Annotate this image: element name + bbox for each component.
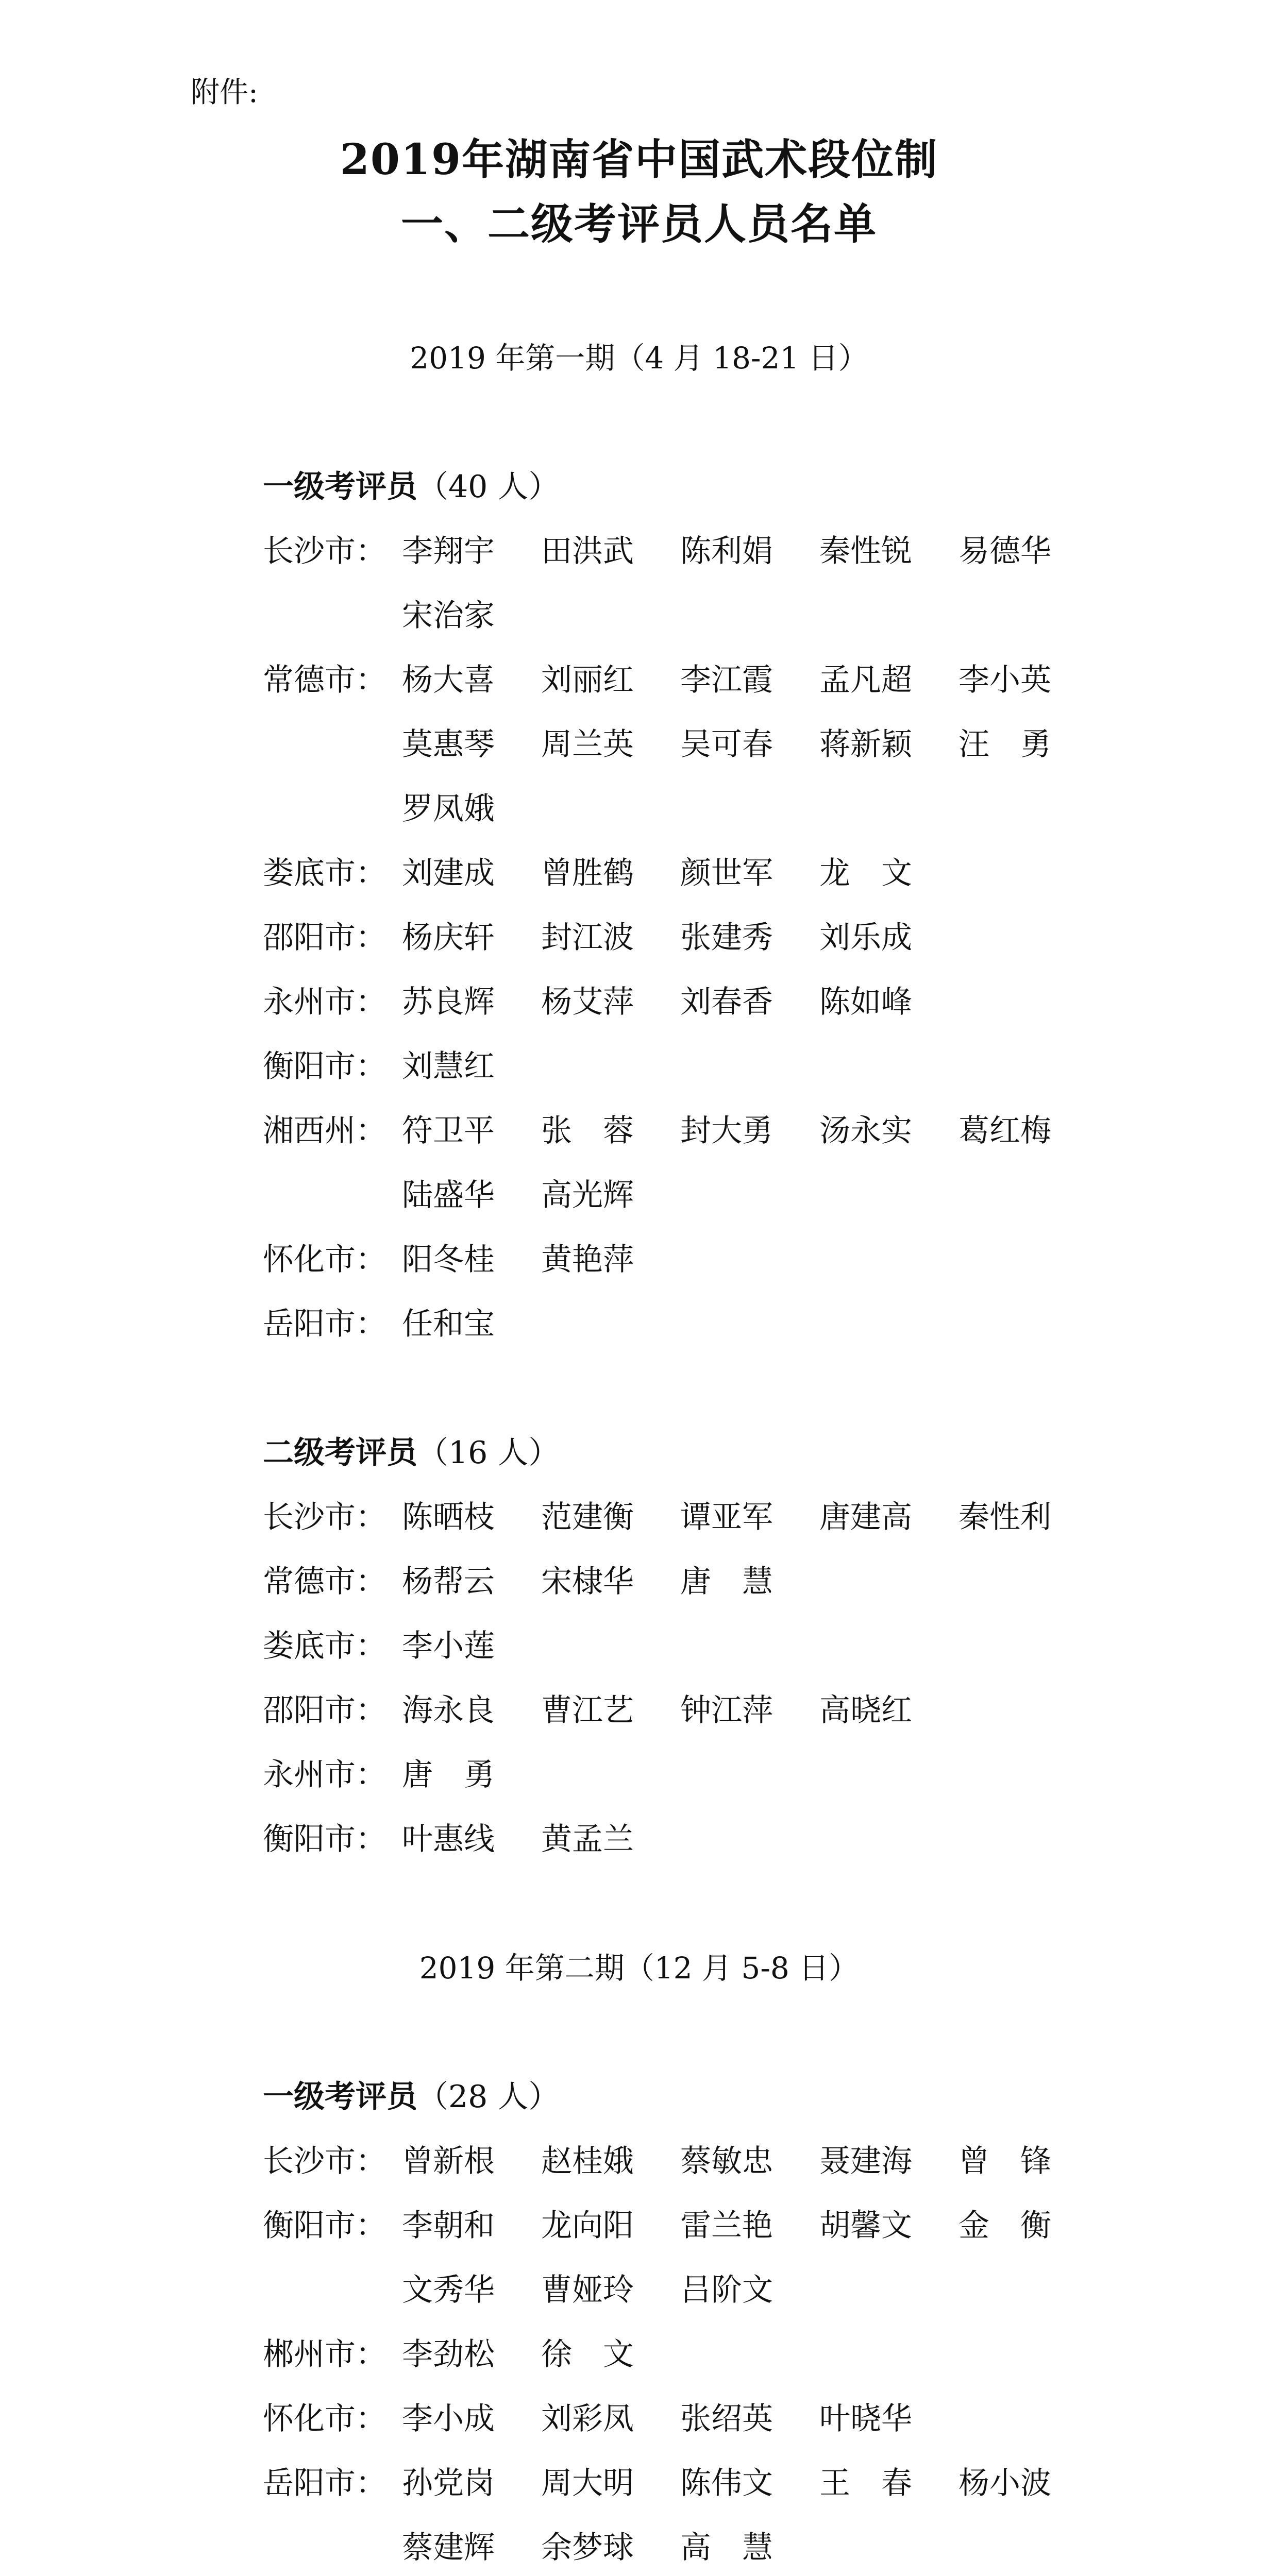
person-name: 叶惠线 <box>402 1821 495 1857</box>
city-label: 永州市： <box>263 984 386 1020</box>
list-row <box>263 2141 1087 2192</box>
person-name: 秦性锐 <box>819 533 912 569</box>
city-label: 娄底市： <box>263 1628 386 1664</box>
person-name: 唐建高 <box>819 1499 912 1535</box>
person-name: 罗凤娥 <box>402 791 495 827</box>
document-title-line-1: 2019年湖南省中国武术段位制 <box>340 135 938 184</box>
person-name: 刘春香 <box>680 984 773 1020</box>
person-name: 宋棣华 <box>541 1564 634 1600</box>
person-name: 李翔宇 <box>402 533 495 569</box>
person-name: 吴可春 <box>680 726 773 762</box>
list-row <box>263 2334 1087 2385</box>
list-row <box>263 1303 1087 1355</box>
person-name: 钟江萍 <box>680 1692 773 1728</box>
person-name: 葛红梅 <box>959 1113 1051 1149</box>
person-name: 李劲松 <box>402 2336 495 2372</box>
list-row <box>263 2463 1087 2514</box>
group-heading <box>263 2076 559 2117</box>
person-name: 周兰英 <box>541 726 634 762</box>
session-2-title: 2019 年第二期（12 月 5-8 日） <box>419 1951 859 1986</box>
person-name: 刘彩凤 <box>541 2401 634 2437</box>
person-name: 龙 文 <box>819 855 912 891</box>
person-name: 李小英 <box>959 662 1051 698</box>
person-name: 陈利娟 <box>680 533 773 569</box>
person-name: 胡馨文 <box>819 2208 912 2244</box>
city-label: 长沙市： <box>263 1499 386 1535</box>
city-label: 岳阳市： <box>263 2465 386 2501</box>
person-name: 聂建海 <box>819 2143 912 2179</box>
person-name: 孟凡超 <box>819 662 912 698</box>
list-row <box>263 659 1087 711</box>
person-name: 张 蓉 <box>541 1113 634 1149</box>
person-name: 莫惠琴 <box>402 726 495 762</box>
city-label: 邵阳市： <box>263 920 386 956</box>
session-1-title: 2019 年第一期（4 月 18-21 日） <box>410 341 868 376</box>
person-name: 任和宝 <box>402 1306 495 1342</box>
city-label: 长沙市： <box>263 2143 386 2179</box>
city-label: 怀化市： <box>263 2401 386 2437</box>
document-title-line-2: 一、二级考评员人员名单 <box>400 199 877 249</box>
person-name: 陈伟文 <box>680 2465 773 2501</box>
person-name: 汪 勇 <box>959 726 1051 762</box>
person-name: 符卫平 <box>402 1113 495 1149</box>
list-row <box>263 1819 1087 1870</box>
person-name: 张建秀 <box>680 920 773 956</box>
city-label: 常德市： <box>263 1564 386 1600</box>
person-name: 王 春 <box>819 2465 912 2501</box>
person-name: 刘建成 <box>402 855 495 891</box>
person-name: 杨帮云 <box>402 1564 495 1600</box>
person-name: 余梦球 <box>541 2530 634 2566</box>
group-count: （40 人） <box>417 469 560 505</box>
person-name: 曹江艺 <box>541 1692 634 1728</box>
city-label: 永州市： <box>263 1757 386 1793</box>
person-name: 曾 锋 <box>959 2143 1051 2179</box>
list-row <box>263 2527 1087 2576</box>
person-name: 汤永实 <box>819 1113 912 1149</box>
city-label: 常德市： <box>263 662 386 698</box>
list-row <box>263 1690 1087 1741</box>
person-name: 黄艳萍 <box>541 1242 634 1278</box>
list-row <box>263 531 1087 582</box>
person-name: 杨庆轩 <box>402 920 495 956</box>
person-name: 张绍英 <box>680 2401 773 2437</box>
person-name: 刘丽红 <box>541 662 634 698</box>
list-row <box>263 2269 1087 2321</box>
person-name: 谭亚军 <box>680 1499 773 1535</box>
person-name: 阳冬桂 <box>402 1242 495 1278</box>
city-label: 岳阳市： <box>263 1306 386 1342</box>
person-name: 高 慧 <box>680 2530 773 2566</box>
person-name: 颜世军 <box>680 855 773 891</box>
person-name: 唐 勇 <box>402 1757 495 1793</box>
city-label: 郴州市： <box>263 2336 386 2372</box>
city-label: 衡阳市： <box>263 1821 386 1857</box>
person-name: 曾胜鹤 <box>541 855 634 891</box>
person-name: 高光辉 <box>541 1177 634 1213</box>
person-name: 李朝和 <box>402 2208 495 2244</box>
person-name: 李江霞 <box>680 662 773 698</box>
list-row <box>263 595 1087 647</box>
person-name: 杨艾萍 <box>541 984 634 1020</box>
person-name: 金 衡 <box>959 2208 1051 2244</box>
city-label: 长沙市： <box>263 533 386 569</box>
list-row <box>263 724 1087 775</box>
list-row <box>263 1754 1087 1806</box>
person-name: 叶晓华 <box>819 2401 912 2437</box>
person-name: 赵桂娥 <box>541 2143 634 2179</box>
list-row <box>263 788 1087 840</box>
person-name: 唐 慧 <box>680 1564 773 1600</box>
group-label: 二级考评员 <box>263 1435 417 1471</box>
list-row <box>263 1239 1087 1291</box>
attachment-label: 附件: <box>191 76 258 109</box>
group-label: 一级考评员 <box>263 469 417 505</box>
list-row <box>263 1561 1087 1613</box>
person-name: 蔡建辉 <box>402 2530 495 2566</box>
list-row <box>263 1110 1087 1162</box>
city-label: 邵阳市： <box>263 1692 386 1728</box>
person-name: 李小成 <box>402 2401 495 2437</box>
person-name: 陈晒枝 <box>402 1499 495 1535</box>
list-row <box>263 853 1087 904</box>
group-count: （16 人） <box>417 1435 560 1471</box>
person-name: 范建衡 <box>541 1499 634 1535</box>
person-name: 雷兰艳 <box>680 2208 773 2244</box>
person-name: 刘乐成 <box>819 920 912 956</box>
list-row <box>263 1625 1087 1677</box>
person-name: 曾新根 <box>402 2143 495 2179</box>
city-label: 衡阳市： <box>263 2208 386 2244</box>
list-row <box>263 2205 1087 2257</box>
city-label: 湘西州： <box>263 1113 386 1149</box>
person-name: 封江波 <box>541 920 634 956</box>
person-name: 黄孟兰 <box>541 1821 634 1857</box>
person-name: 徐 文 <box>541 2336 634 2372</box>
person-name: 秦性利 <box>959 1499 1051 1535</box>
person-name: 陆盛华 <box>402 1177 495 1213</box>
city-label: 娄底市： <box>263 855 386 891</box>
person-name: 海永良 <box>402 1692 495 1728</box>
person-name: 蔡敏忠 <box>680 2143 773 2179</box>
person-name: 蒋新颖 <box>819 726 912 762</box>
person-name: 宋治家 <box>402 598 495 634</box>
person-name: 周大明 <box>541 2465 634 2501</box>
person-name: 易德华 <box>959 533 1051 569</box>
list-row <box>263 981 1087 1033</box>
person-name: 高晓红 <box>819 1692 912 1728</box>
person-name: 孙党岗 <box>402 2465 495 2501</box>
group-heading <box>263 466 559 507</box>
person-name: 龙向阳 <box>541 2208 634 2244</box>
person-name: 封大勇 <box>680 1113 773 1149</box>
person-name: 陈如峰 <box>819 984 912 1020</box>
list-row <box>263 1175 1087 1226</box>
group-label: 一级考评员 <box>263 2079 417 2115</box>
list-row <box>263 1497 1087 1548</box>
person-name: 田洪武 <box>541 533 634 569</box>
person-name: 杨小波 <box>959 2465 1051 2501</box>
group-count: （28 人） <box>417 2079 560 2115</box>
person-name: 杨大喜 <box>402 662 495 698</box>
person-name: 刘慧红 <box>402 1048 495 1084</box>
list-row <box>263 917 1087 969</box>
group-heading <box>263 1432 559 1473</box>
city-label: 衡阳市： <box>263 1048 386 1084</box>
person-name: 苏良辉 <box>402 984 495 1020</box>
list-row <box>263 1046 1087 1097</box>
list-row <box>263 2398 1087 2450</box>
person-name: 文秀华 <box>402 2272 495 2308</box>
person-name: 李小莲 <box>402 1628 495 1664</box>
person-name: 曹娅玲 <box>541 2272 634 2308</box>
city-label: 怀化市： <box>263 1242 386 1278</box>
person-name: 吕阶文 <box>680 2272 773 2308</box>
